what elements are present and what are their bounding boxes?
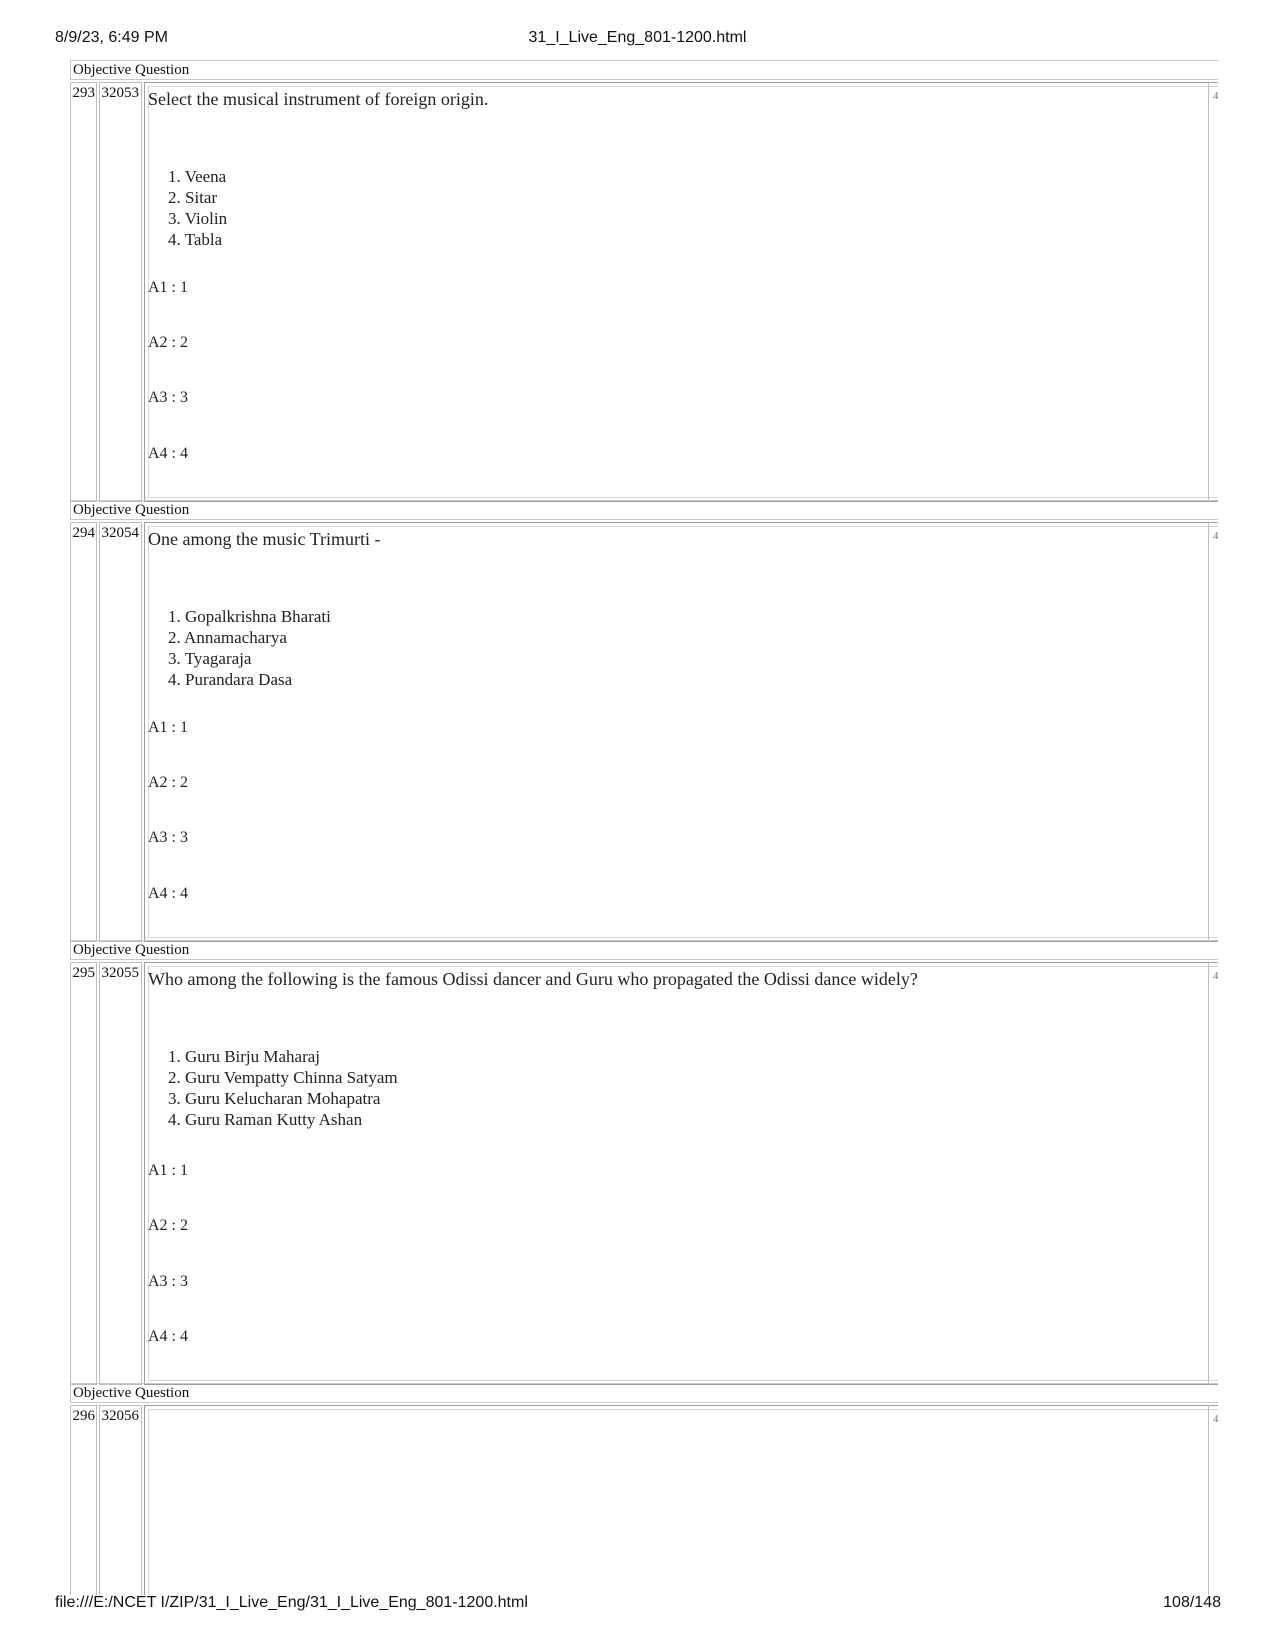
answer-choice: A4 : 4 <box>148 885 188 902</box>
clipped-column <box>1208 1405 1218 1595</box>
answer-choice: A1 : 1 <box>148 719 188 736</box>
file-path: file:///E:/NCET I/ZIP/31_I_Live_Eng/31_I_Live_Eng_801-1200.html <box>55 1594 528 1611</box>
answer-choice: A3 : 3 <box>148 389 188 406</box>
question-block <box>70 82 1218 502</box>
answer-choice: A2 : 2 <box>148 774 188 791</box>
answer-choice: A4 : 4 <box>148 445 188 462</box>
question-type-label: Objective Question <box>70 1383 1218 1403</box>
answer-choice: A2 : 2 <box>148 334 188 351</box>
page-indicator: 108/148 <box>1163 1594 1221 1611</box>
question-number: 296 <box>70 1405 97 1595</box>
question-id: 32056 <box>99 1405 142 1595</box>
option-item: 3. Guru Kelucharan Mohapatra <box>168 1089 381 1108</box>
document-title: 31_I_Live_Eng_801-1200.html <box>528 29 747 46</box>
option-list <box>168 606 331 690</box>
question-id: 32055 <box>99 962 142 1385</box>
clipped-column-text: 4 <box>1213 90 1218 102</box>
clipped-column-text: 4 <box>1213 530 1218 542</box>
question-type-label: Objective Question <box>70 500 1218 520</box>
option-list <box>168 166 227 250</box>
answer-choice: A3 : 3 <box>148 829 188 846</box>
answer-choice: A1 : 1 <box>148 279 188 296</box>
question-block <box>70 1405 1218 1595</box>
answer-choice: A3 : 3 <box>148 1273 188 1290</box>
question-body <box>144 962 1218 1385</box>
clipped-column <box>1208 82 1218 502</box>
question-body <box>144 1405 1218 1595</box>
question-block <box>70 522 1218 942</box>
question-sheet <box>70 60 1218 1595</box>
question-type-label: Objective Question <box>70 940 1218 960</box>
question-body <box>144 522 1218 942</box>
clipped-column-text: 4 <box>1213 970 1218 982</box>
question-block <box>70 962 1218 1385</box>
option-item: 4. Guru Raman Kutty Ashan <box>168 1110 363 1129</box>
option-item: 1. Gopalkrishna Bharati <box>168 607 331 626</box>
question-text: Who among the following is the famous Odissi dancer and Guru who propagated the Odissi dance widely? <box>148 969 918 989</box>
question-text: One among the music Trimurti - <box>148 529 381 549</box>
option-item: 4. Tabla <box>168 230 223 249</box>
clipped-column <box>1208 962 1218 1385</box>
option-item: 2. Sitar <box>168 188 218 207</box>
option-item: 1. Veena <box>168 167 227 186</box>
question-number: 294 <box>70 522 97 942</box>
question-number: 293 <box>70 82 97 502</box>
option-list <box>168 1046 398 1130</box>
question-id: 32053 <box>99 82 142 502</box>
option-item: 4. Purandara Dasa <box>168 670 293 689</box>
option-item: 3. Tyagaraja <box>168 649 252 668</box>
question-number: 295 <box>70 962 97 1385</box>
clipped-column-text: 4 <box>1213 1413 1218 1425</box>
question-id: 32054 <box>99 522 142 942</box>
option-item: 2. Annamacharya <box>168 628 287 647</box>
answer-choice: A4 : 4 <box>148 1328 188 1345</box>
option-item: 1. Guru Birju Maharaj <box>168 1047 321 1066</box>
question-type-label: Objective Question <box>70 60 1218 80</box>
answer-choice: A2 : 2 <box>148 1217 188 1234</box>
clipped-column <box>1208 522 1218 942</box>
print-datetime: 8/9/23, 6:49 PM <box>55 29 168 46</box>
question-text: Select the musical instrument of foreign origin. <box>148 89 489 109</box>
option-item: 3. Violin <box>168 209 228 228</box>
option-item: 2. Guru Vempatty Chinna Satyam <box>168 1068 398 1087</box>
question-body <box>144 82 1218 502</box>
answer-choice: A1 : 1 <box>148 1162 188 1179</box>
